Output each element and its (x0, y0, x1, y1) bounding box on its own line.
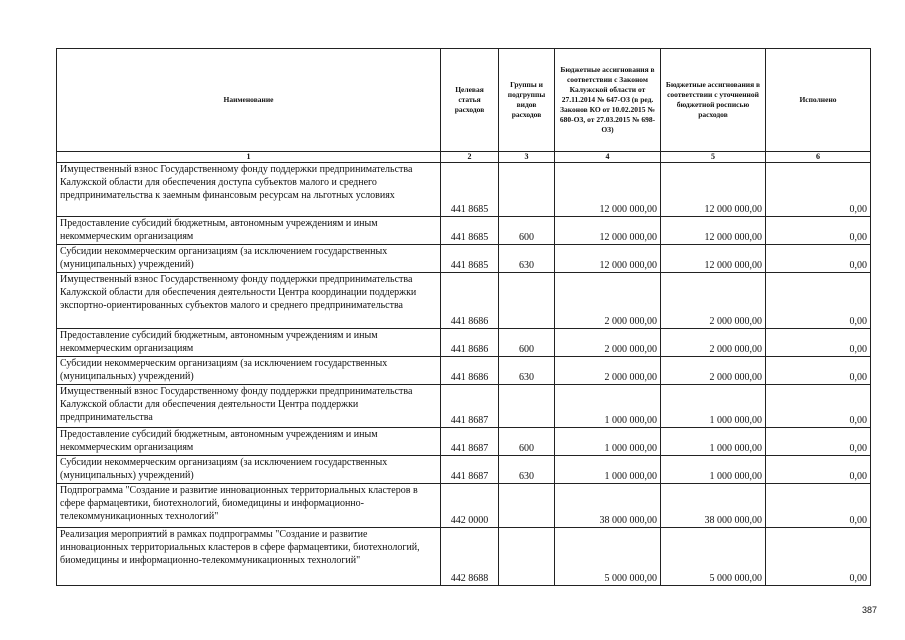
row-code: 442 0000 (441, 484, 499, 528)
budget-table (56, 48, 871, 586)
row-refined-amount: 12 000 000,00 (661, 245, 766, 273)
row-code: 441 8685 (441, 163, 499, 217)
row-executed-amount: 0,00 (766, 528, 871, 586)
row-group: 600 (499, 217, 555, 245)
row-law-amount: 12 000 000,00 (555, 217, 661, 245)
table-row (57, 357, 871, 385)
column-number: 3 (499, 152, 555, 163)
row-law-amount: 1 000 000,00 (555, 456, 661, 484)
row-refined-amount: 2 000 000,00 (661, 273, 766, 329)
row-law-amount: 5 000 000,00 (555, 528, 661, 586)
column-number: 4 (555, 152, 661, 163)
row-refined-amount: 1 000 000,00 (661, 428, 766, 456)
row-executed-amount: 0,00 (766, 329, 871, 357)
table-row (57, 428, 871, 456)
table-row (57, 528, 871, 586)
row-code: 441 8685 (441, 217, 499, 245)
table-row (57, 385, 871, 428)
header-name: Наименование (57, 49, 441, 152)
table-row (57, 329, 871, 357)
header-group: Группы и подгруппы видов расходов (499, 49, 555, 152)
table-row (57, 163, 871, 217)
row-executed-amount: 0,00 (766, 163, 871, 217)
row-name: Предоставление субсидий бюджетным, автономным учреждениям и иным некоммерческим организациям (57, 217, 441, 245)
row-refined-amount: 38 000 000,00 (661, 484, 766, 528)
row-code: 441 8686 (441, 357, 499, 385)
table-row (57, 484, 871, 528)
row-law-amount: 2 000 000,00 (555, 273, 661, 329)
row-law-amount: 2 000 000,00 (555, 329, 661, 357)
row-group: 630 (499, 357, 555, 385)
row-name: Предоставление субсидий бюджетным, автономным учреждениям и иным некоммерческим организациям (57, 428, 441, 456)
row-code: 441 8687 (441, 428, 499, 456)
row-code: 441 8687 (441, 385, 499, 428)
row-name: Реализация мероприятий в рамках подпрограммы "Создание и развитие инновационных территориальных кластеров в сфере фармацевтики, биотехнологий, биомедицины и информационно-телекоммуникационных технологий" (57, 528, 441, 586)
row-executed-amount: 0,00 (766, 385, 871, 428)
row-refined-amount: 2 000 000,00 (661, 357, 766, 385)
row-group (499, 528, 555, 586)
row-group (499, 385, 555, 428)
row-name: Субсидии некоммерческим организациям (за исключением государственных (муниципальных) учреждений) (57, 456, 441, 484)
column-number: 6 (766, 152, 871, 163)
row-group: 630 (499, 456, 555, 484)
row-name: Субсидии некоммерческим организациям (за исключением государственных (муниципальных) учреждений) (57, 245, 441, 273)
table-row (57, 245, 871, 273)
row-name: Имущественный взнос Государственному фонду поддержки предпринимательства Калужской области для обеспечения деятельности Центра координации поддержки экспортно-ориентированных субъектов малого и среднего предпринимательства (57, 273, 441, 329)
table-row (57, 217, 871, 245)
row-code: 441 8686 (441, 329, 499, 357)
row-refined-amount: 1 000 000,00 (661, 385, 766, 428)
header-executed: Исполнено (766, 49, 871, 152)
row-executed-amount: 0,00 (766, 428, 871, 456)
row-executed-amount: 0,00 (766, 357, 871, 385)
row-name: Подпрограмма "Создание и развитие инновационных территориальных кластеров в сфере фармацевтики, биотехнологий, биомедицины и информационно-телекоммуникационных технологий" (57, 484, 441, 528)
row-code: 441 8685 (441, 245, 499, 273)
row-code: 441 8687 (441, 456, 499, 484)
row-law-amount: 12 000 000,00 (555, 163, 661, 217)
column-number: 5 (661, 152, 766, 163)
row-refined-amount: 1 000 000,00 (661, 456, 766, 484)
row-law-amount: 1 000 000,00 (555, 385, 661, 428)
row-law-amount: 38 000 000,00 (555, 484, 661, 528)
page-number: 387 (861, 605, 877, 615)
row-refined-amount: 5 000 000,00 (661, 528, 766, 586)
row-group (499, 484, 555, 528)
row-group (499, 163, 555, 217)
row-executed-amount: 0,00 (766, 484, 871, 528)
header-refined: Бюджетные ассигнования в соответствии с уточненной бюджетной росписью расходов (661, 49, 766, 152)
row-group: 600 (499, 329, 555, 357)
column-number-row (57, 152, 871, 163)
column-number: 1 (57, 152, 441, 163)
row-executed-amount: 0,00 (766, 217, 871, 245)
row-code: 441 8686 (441, 273, 499, 329)
row-law-amount: 2 000 000,00 (555, 357, 661, 385)
row-refined-amount: 12 000 000,00 (661, 163, 766, 217)
row-law-amount: 1 000 000,00 (555, 428, 661, 456)
header-row (57, 49, 871, 152)
row-code: 442 8688 (441, 528, 499, 586)
row-name: Субсидии некоммерческим организациям (за исключением государственных (муниципальных) учреждений) (57, 357, 441, 385)
row-refined-amount: 2 000 000,00 (661, 329, 766, 357)
header-target: Целевая статья расходов (441, 49, 499, 152)
row-executed-amount: 0,00 (766, 273, 871, 329)
row-name: Имущественный взнос Государственному фонду поддержки предпринимательства Калужской области для обеспечения доступа субъектов малого и среднего предпринимательства к заемным финансовым ресурсам на льготных условиях (57, 163, 441, 217)
row-name: Имущественный взнос Государственному фонду поддержки предпринимательства Калужской области для обеспечения деятельности Центра поддержки предпринимательства (57, 385, 441, 428)
table-row (57, 273, 871, 329)
row-refined-amount: 12 000 000,00 (661, 217, 766, 245)
row-name: Предоставление субсидий бюджетным, автономным учреждениям и иным некоммерческим организациям (57, 329, 441, 357)
header-law: Бюджетные ассигнования в соответствии с Законом Калужской области от 27.11.2014 № 647-ОЗ (в ред. Законов КО от 10.02.2015 № 680-ОЗ, от 27.03.2015 № 698-ОЗ) (555, 49, 661, 152)
row-executed-amount: 0,00 (766, 456, 871, 484)
table-row (57, 456, 871, 484)
row-group (499, 273, 555, 329)
row-group: 600 (499, 428, 555, 456)
column-number: 2 (441, 152, 499, 163)
row-group: 630 (499, 245, 555, 273)
row-executed-amount: 0,00 (766, 245, 871, 273)
row-law-amount: 12 000 000,00 (555, 245, 661, 273)
